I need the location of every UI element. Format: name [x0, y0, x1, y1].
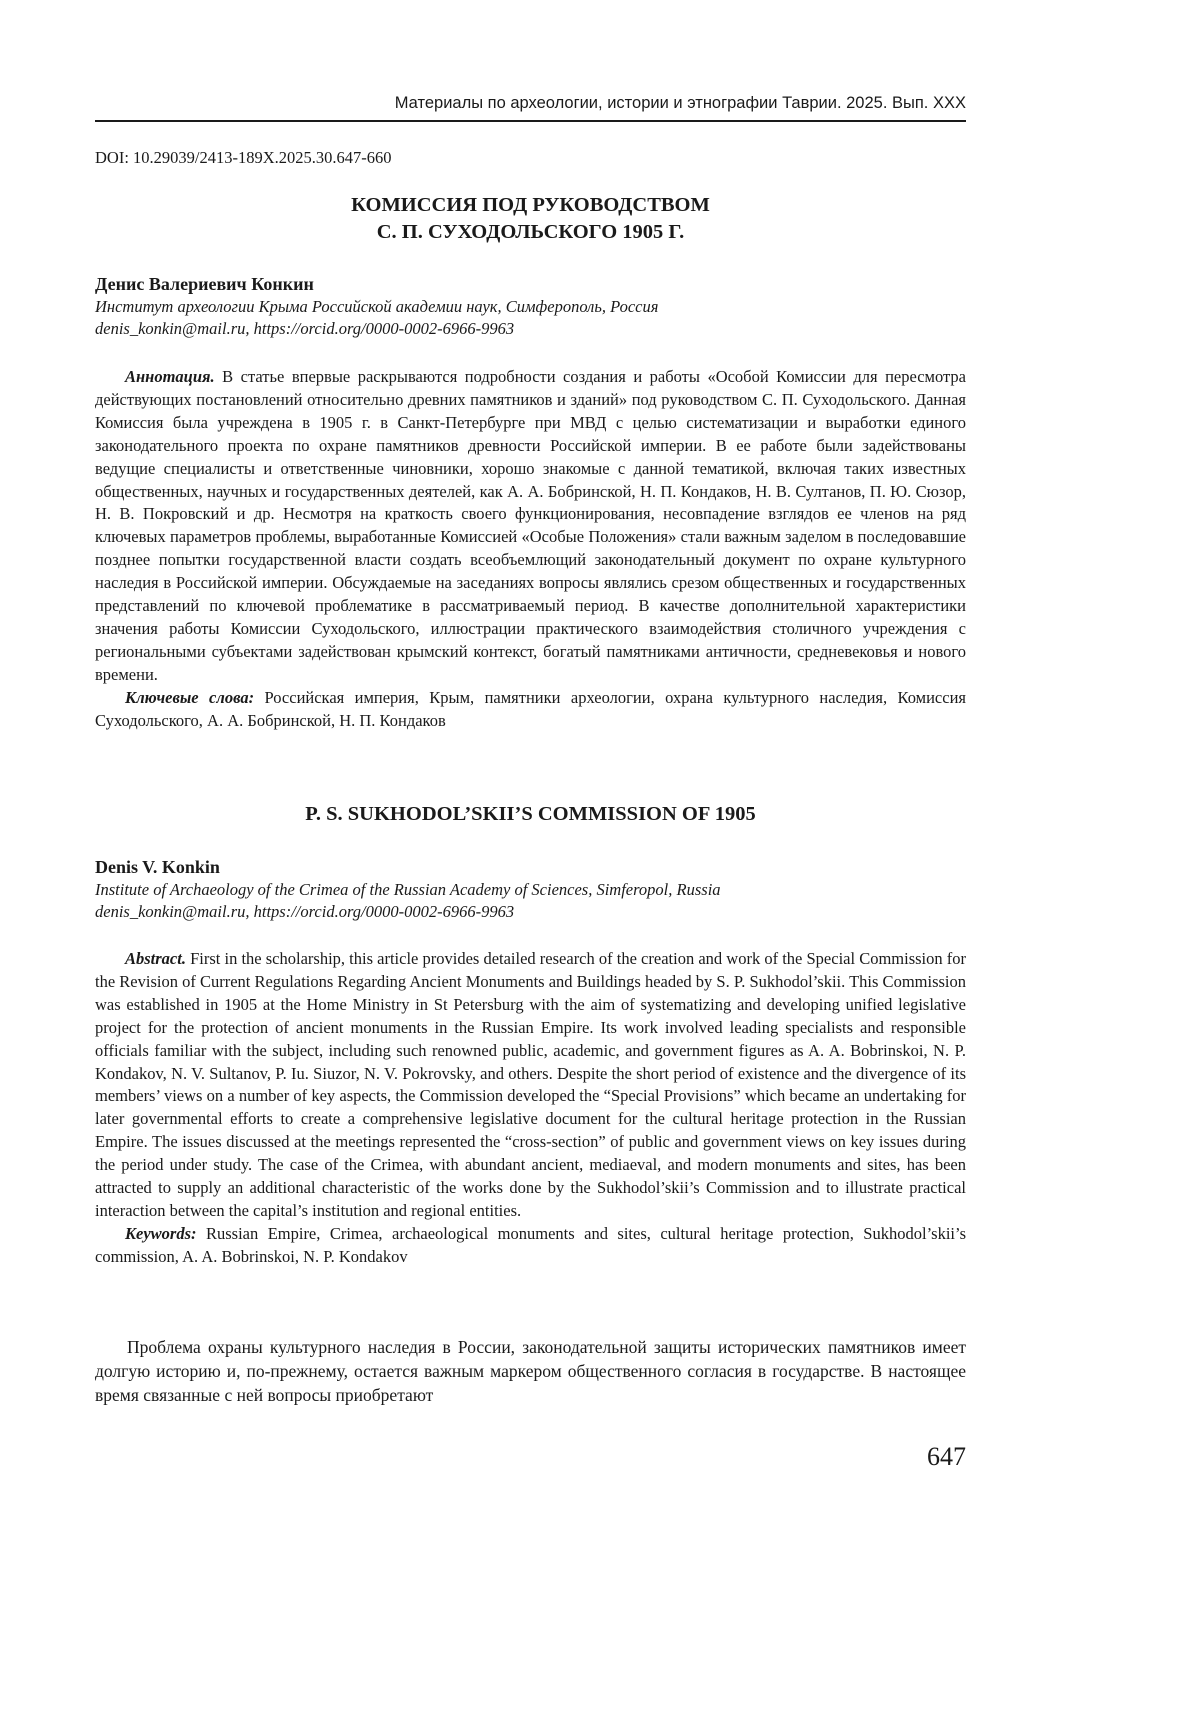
abstract-ru-paragraph [95, 366, 966, 687]
title-ru-line-2: С. П. СУХОДОЛЬСКОГО 1905 Г. [376, 221, 685, 243]
author-name-ru: Денис Валериевич Конкин [95, 274, 314, 294]
author-contact-ru: denis_konkin@mail.ru, https://orcid.org/0000-0002-6966-9963 [95, 319, 515, 338]
keywords-en-label: Keywords: [125, 1223, 197, 1243]
abstract-ru [95, 366, 966, 733]
abstract-en [95, 948, 966, 1269]
abstract-en-text: First in the scholarship, this article provides detailed research of the creation and work of the Special Commission for the Revision of Current Regulations Regarding Ancient Monuments and Buildings headed by S. P. Sukhodol’skii. This Commission was established in 1905 at the Home Ministry in St Petersburg with the aim of systematizing and developing unified legislative project for the protection of ancient monuments in the Russian Empire. Its work involved leading specialists and responsible officials familiar with the subject, including such renowned public, academic, and government figures as A. A. Bobrinskoi, N. P. Kondakov, N. V. Sultanov, P. Iu. Siuzor, N. V. Pokrovsky, and others. Despite the short period of existence and the divergence of its members’ views on a number of key aspects, the Commission developed the “Special Provisions” which became an undertaking for later governmental efforts to create a comprehensive legislative document for the cultural heritage protection in the Russian Empire. The issues discussed at the meetings represented the “cross-section” of public and government views on key issues during the period under study. The case of the Crimea, with abundant ancient, mediaeval, and modern monuments and sites, has been attracted to supply an additional characteristic of the works done by the Sukhodol’skii’s Commission and to illustrate practical interaction between the capital’s institution and regional entities. [95, 949, 966, 1220]
doi: DOI: 10.29039/2413-189X.2025.30.647-660 [95, 148, 392, 167]
keywords-en-text: Russian Empire, Crimea, archaeological monuments and sites, cultural heritage protection, Sukhodol’skii’s commission, A. A. Bobrinskoi, N. P. Kondakov [95, 1223, 966, 1266]
title-ru-line-1: КОМИССИЯ ПОД РУКОВОДСТВОМ [351, 194, 710, 216]
keywords-ru-text: Российская империя, Крым, памятники археологии, охрана культурного наследия, Комиссия Суходольского, А. А. Бобринской, Н. П. Кондаков [95, 687, 966, 730]
body-text [95, 1335, 966, 1407]
abstract-ru-label: Аннотация. [125, 367, 215, 386]
article-title-en: P. S. SUKHODOL’SKII’S COMMISSION OF 1905 [305, 803, 756, 825]
author-affiliation-ru: Институт археологии Крыма Российской академии наук, Симферополь, Россия [95, 297, 659, 316]
keywords-ru-label: Ключевые слова: [125, 687, 255, 707]
keywords-en-paragraph [95, 1223, 966, 1269]
abstract-ru-text: В статье впервые раскрываются подробности создания и работы «Особой Комиссии для пересмотра действующих постановлений относительно древних памятников и зданий» под руководством С. П. Суходольского. Данная Комиссия была учреждена в 1905 г. в Санкт-Петербурге при МВД с целью систематизации и выработки единого законодательного проекта по охране памятников древности Российской империи. В ее работе были задействованы ведущие специалисты и ответственные чиновники, хорошо знакомые с данной тематикой, включая таких известных общественных, научных и государственных деятелей, как А. А. Бобринской, Н. П. Кондаков, Н. В. Султанов, П. Ю. Сюзор, Н. В. Покровский и др. Несмотря на краткость своего функционирования, несовпадение взглядов ее членов на ряд ключевых параметров проблемы, выработанные Комиссией «Особые Положения» стали важным заделом в последовавшие позднее попытки государственной власти создать всеобъемлющий законодательный документ по охране культурного наследия в Российской империи. Обсуждаемые на заседаниях вопросы являлись срезом общественных и государственных представлений по ключевой проблематике в рассматриваемый период. В качестве дополнительной характеристики значения работы Комиссии Суходольского, иллюстрации практического взаимодействия столичного учреждения с региональными субъектами задействован крымский контекст, богатый памятниками античности, средневековья и нового времени. [95, 367, 966, 684]
abstract-en-label: Abstract. [125, 949, 186, 968]
author-block-en [95, 855, 966, 923]
page-number: 647 [927, 1442, 966, 1471]
article-title-ru [95, 192, 966, 246]
keywords-ru-paragraph [95, 687, 966, 733]
running-header: Материалы по археологии, истории и этнографии Таврии. 2025. Вып. XXX [95, 92, 966, 122]
author-contact-en: denis_konkin@mail.ru, https://orcid.org/0000-0002-6966-9963 [95, 902, 515, 921]
abstract-en-paragraph [95, 948, 966, 1223]
author-name-en: Denis V. Konkin [95, 857, 220, 877]
author-block-ru [95, 272, 966, 340]
author-affiliation-en: Institute of Archaeology of the Crimea of the Russian Academy of Sciences, Simferopol, Russia [95, 880, 721, 899]
body-paragraph: Проблема охраны культурного наследия в России, законодательной защиты исторических памятников имеет долгую историю и, по-прежнему, остается важным маркером общественного согласия в государстве. В настоящее время связанные с ней вопросы приобретают [95, 1337, 966, 1405]
